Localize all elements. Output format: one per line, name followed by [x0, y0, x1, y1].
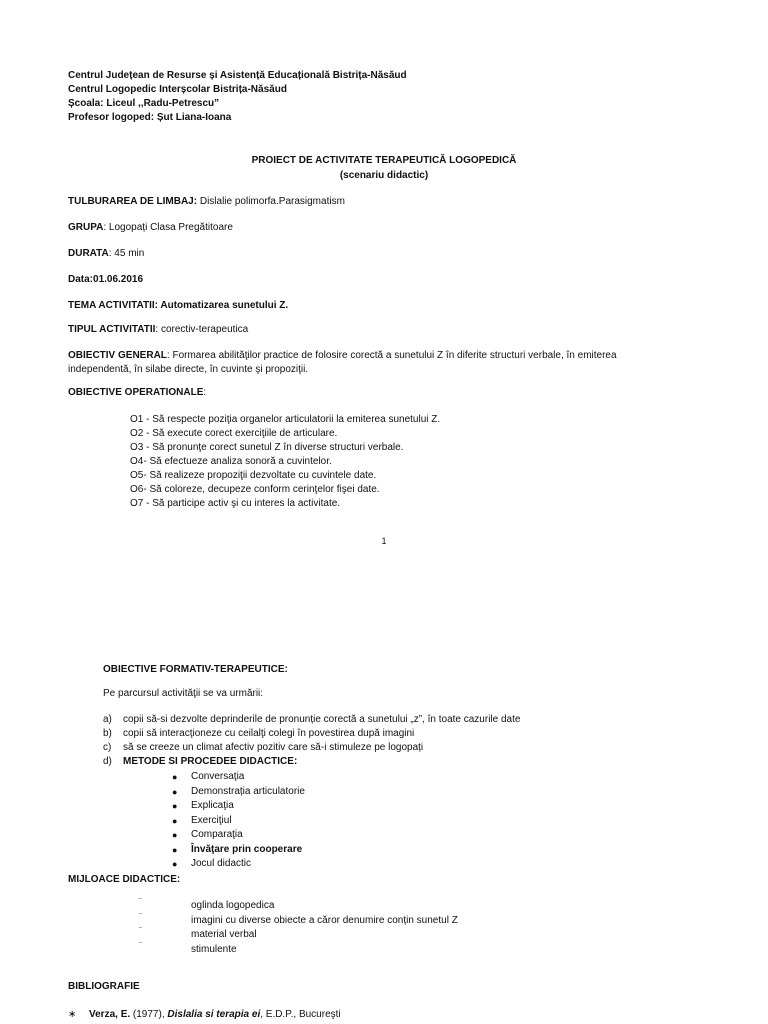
field-tema-value: : Automatizarea sunetului Z. [154, 300, 289, 311]
list-item [103, 713, 520, 727]
bullet-icon: ● [172, 844, 178, 855]
field-tipul [68, 323, 248, 336]
field-obiectiv-general [68, 349, 617, 377]
list-item [103, 755, 520, 769]
institution-header [68, 69, 407, 125]
list-item-text: să se creeze un climat afectiv pozitiv care să-i stimuleze pe logopați [123, 742, 424, 753]
field-operationale-label: OBIECTIVE OPERATIONALE [68, 387, 204, 398]
dash-bullet-icon: ‾ [139, 912, 142, 922]
field-obiectiv-line1: : Formarea abilităţilor practice de folosire corectă a sunetului Z în diferite structuri verbale, în emiterea [166, 350, 617, 361]
formativ-heading: OBIECTIVE FORMATIV-TERAPEUTICE: [103, 664, 288, 675]
bullet-icon: ● [172, 786, 178, 797]
header-line-county-center: Centrul Județean de Resurse și Asistență Educațională Bistrița-Năsăud [68, 70, 407, 81]
list-item-text: material verbal [191, 929, 257, 940]
field-grupa-value: : Logopați Clasa Pregătitoare [103, 222, 233, 233]
bibliografie-heading: BIBLIOGRAFIE [68, 981, 140, 992]
field-obiectiv-line2: independentă, în silabe directe, în cuvinte şi propoziţii. [68, 364, 309, 375]
bullet-icon: ● [172, 859, 178, 869]
bullet-icon: ● [172, 772, 178, 782]
metode-list [172, 770, 305, 872]
mijloace-heading: MIJLOACE DIDACTICE: [68, 874, 181, 885]
page-number: 1 [381, 536, 387, 546]
list-item-label: c) [103, 742, 112, 753]
field-operationale [68, 386, 206, 399]
dash-bullet-icon: ‾ [139, 941, 142, 951]
field-grupa-label: GRUPA [68, 222, 104, 233]
field-tema [68, 299, 288, 312]
star-bullet-icon: ∗ [68, 1009, 77, 1020]
bullet-icon: ● [172, 815, 178, 826]
list-item-text: Conversaţia [191, 771, 245, 782]
objective-o1: O1 - Să respecte poziţia organelor articulatorii la emiterea sunetului Z. [130, 414, 441, 425]
bib-year: (1977), [130, 1009, 168, 1020]
objective-o2: O2 - Să execute corect exerciţiile de articulare. [130, 428, 338, 439]
list-item-label: d) [103, 756, 112, 767]
list-item [172, 857, 305, 872]
list-item [103, 741, 520, 755]
list-item-text: Exerciţiul [191, 814, 232, 826]
field-tulburarea [68, 195, 345, 208]
bullet-icon: ● [172, 801, 178, 811]
objective-o7: O7 - Să participe activ şi cu interes la activitate. [130, 498, 341, 509]
field-tipul-label: TIPUL ACTIVITATII [68, 324, 156, 335]
formativ-intro: Pe parcursul activităţii se va urmării: [103, 688, 264, 699]
field-tema-label: TEMA ACTIVITATII [68, 300, 155, 311]
objective-o3: O3 - Să pronunţe corect sunetul Z în diverse structuri verbale. [130, 442, 404, 453]
field-data: Data:01.06.2016 [68, 274, 144, 285]
list-item [172, 814, 305, 829]
list-item-text: copii să interacţioneze cu ceilalţi colegi în povestirea după imagini [123, 728, 415, 739]
list-item-text: Învăţare prin cooperare [191, 843, 303, 855]
objective-o4: O4- Să efectueze analiza sonoră a cuvintelor. [130, 456, 332, 467]
formativ-list [103, 713, 520, 769]
list-item-text: stimulente [191, 943, 237, 955]
bib-author: Verza, E. [89, 1009, 131, 1020]
field-tulburarea-label: TULBURAREA DE LIMBAJ: [68, 196, 198, 207]
list-item [139, 943, 458, 958]
list-item [172, 828, 305, 843]
list-item-text: oglinda logopedica [191, 900, 275, 911]
field-durata [68, 247, 144, 260]
list-item-label: a) [103, 714, 112, 725]
list-item [172, 785, 305, 800]
list-item [172, 843, 305, 858]
list-item [172, 799, 305, 814]
document-title: PROIECT DE ACTIVITATE TERAPEUTICĂ LOGOPEDICĂ [251, 155, 517, 166]
header-line-speech-center: Centrul Logopedic Interșcolar Bistrița-Năsăud [68, 84, 287, 95]
list-item-label: b) [103, 728, 112, 739]
field-operationale-colon: : [203, 387, 207, 398]
dash-bullet-icon: ‾ [139, 898, 142, 907]
field-grupa [68, 221, 233, 234]
bib-publisher: , E.D.P., Bucureşti [260, 1009, 341, 1020]
list-item-text: Explicaţia [191, 800, 234, 811]
list-item-text: Comparaţia [191, 829, 243, 840]
header-line-school: Școala: Liceul ,,Radu-Petrescu” [68, 98, 220, 109]
field-obiectiv-label: OBIECTIV GENERAL [68, 350, 167, 361]
list-item-text: Jocul didactic [191, 858, 252, 869]
document-subtitle: (scenariu didactic) [339, 170, 429, 181]
field-durata-value: : 45 min [108, 248, 145, 259]
mijloace-list [139, 899, 458, 957]
field-tulburarea-value: Dislalie polimorfa.Parasigmatism [197, 196, 345, 207]
objective-o5: O5- Să realizeze propoziţii dezvoltate cu cuvintele date. [130, 470, 377, 481]
list-item-text: imagini cu diverse obiecte a căror denumire conțin sunetul Z [191, 914, 458, 926]
bib-title: Dislalia si terapia ei [167, 1009, 261, 1020]
metode-heading: METODE SI PROCEDEE DIDACTICE: [123, 756, 298, 767]
list-item-text: copii să-si dezvolte deprinderile de pronunție corectă a sunetului „z”, în toate cazurile date [123, 714, 521, 725]
field-tipul-value: : corectiv-terapeutica [155, 324, 249, 335]
objective-o6: O6- Să coloreze, decupeze conform cerinţelor fişei date. [130, 484, 380, 495]
list-item [103, 727, 520, 741]
operational-objectives-list [130, 413, 440, 511]
list-item [172, 770, 305, 785]
bibliography-entry [68, 1008, 341, 1021]
field-durata-label: DURATA [68, 248, 109, 259]
list-item-text: Demonstrația articulatorie [191, 785, 305, 797]
dash-bullet-icon: ‾ [139, 927, 142, 936]
header-line-teacher: Profesor logoped: Șut Liana-Ioana [68, 112, 232, 123]
bullet-icon: ● [172, 830, 178, 840]
